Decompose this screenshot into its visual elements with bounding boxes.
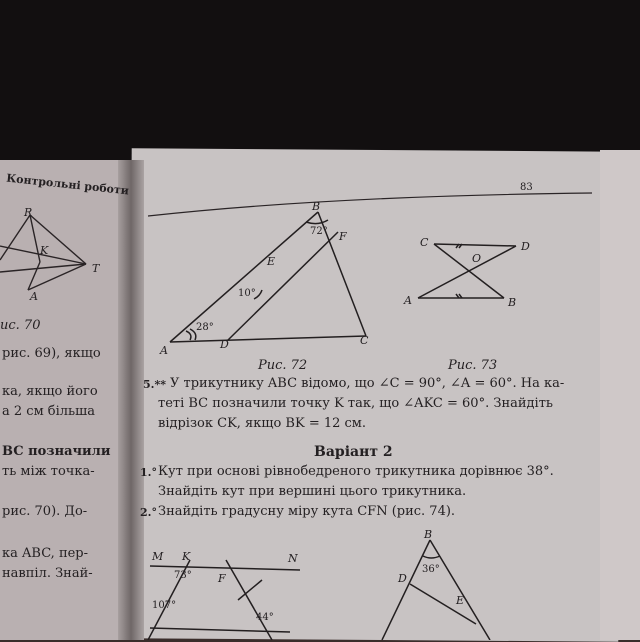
fig75-angle-b: 36°	[422, 564, 440, 575]
fig73-label-c: C	[420, 236, 429, 249]
left-label-r: R	[24, 206, 33, 219]
fig73-label-b: B	[508, 296, 517, 309]
fig72-label-e: E	[267, 255, 276, 268]
left-label-t: T	[92, 262, 100, 275]
left-line: рис. 70). До-	[2, 504, 88, 519]
problem-1-line: Знайдіть кут при вершині цього трикутника.	[158, 484, 467, 499]
fig72-angle-a: 28°	[196, 322, 214, 333]
fig74-label-k: K	[182, 550, 191, 563]
left-line: BC позначили	[2, 444, 111, 459]
left-line: ка, якщо його	[2, 384, 98, 399]
left-line: ть між точка-	[2, 464, 95, 479]
problem-5-line: У трикутнику ABC відомо, що ∠C = 90°, ∠A = 60°. На ка-	[170, 376, 565, 391]
fig73-label-d: D	[521, 240, 530, 253]
fig74-angle-l: 107°	[152, 600, 177, 611]
problem-5-number: 5.**	[143, 378, 166, 391]
fig74-angle-f: 44°	[256, 612, 274, 623]
left-fig-caption: ис. 70	[0, 318, 41, 333]
left-line: а 2 см більша	[2, 404, 95, 419]
fig73-label-a: A	[404, 294, 412, 307]
fig75-label-e: E	[456, 594, 465, 607]
left-line: навпіл. Знай-	[2, 566, 93, 581]
fig73-caption: Рис. 73	[448, 358, 498, 373]
fig72-label-f: F	[339, 230, 347, 243]
fig74-label-n: N	[288, 552, 298, 565]
variant-title: Варіант 2	[314, 444, 393, 460]
fig74-label-f: F	[218, 572, 226, 585]
left-line: ка ABC, пер-	[2, 546, 89, 561]
fig72-caption: Рис. 72	[258, 358, 308, 373]
problem-2-number: 2.°	[140, 506, 157, 519]
fig75-label-d: D	[398, 572, 407, 585]
fig74-label-m: M	[152, 550, 164, 563]
fig72-label-d: D	[220, 338, 229, 351]
fig72-angle-b: 72°	[310, 226, 328, 237]
fig74-angle-k: 73°	[174, 570, 192, 581]
left-label-a: A	[30, 290, 38, 303]
problem-5-line: теті BC позначили точку K так, що ∠AKC = 60°. Знайдіть	[158, 396, 553, 411]
fig72-label-a: A	[160, 344, 168, 357]
problem-5-line: відрізок CK, якщо BK = 12 см.	[158, 416, 367, 431]
fig72-angle-e: 10°	[238, 288, 256, 299]
page-number: 83	[520, 182, 533, 193]
left-page-header: Контрольні роботи	[5, 171, 130, 198]
left-line: рис. 69), якщо	[2, 346, 101, 361]
fig72-label-c: C	[360, 334, 369, 347]
left-label-k: K	[40, 244, 49, 257]
problem-1-line: Кут при основі рівнобедреного трикутника дорівнює 38°.	[158, 464, 554, 479]
problem-1-number: 1.°	[140, 466, 157, 479]
fig73-label-o: O	[472, 252, 482, 265]
problem-2-line: Знайдіть градусну міру кута CFN (рис. 74).	[158, 504, 456, 519]
fig75-label-b: B	[424, 528, 433, 541]
fig72-label-b: B	[312, 200, 321, 213]
